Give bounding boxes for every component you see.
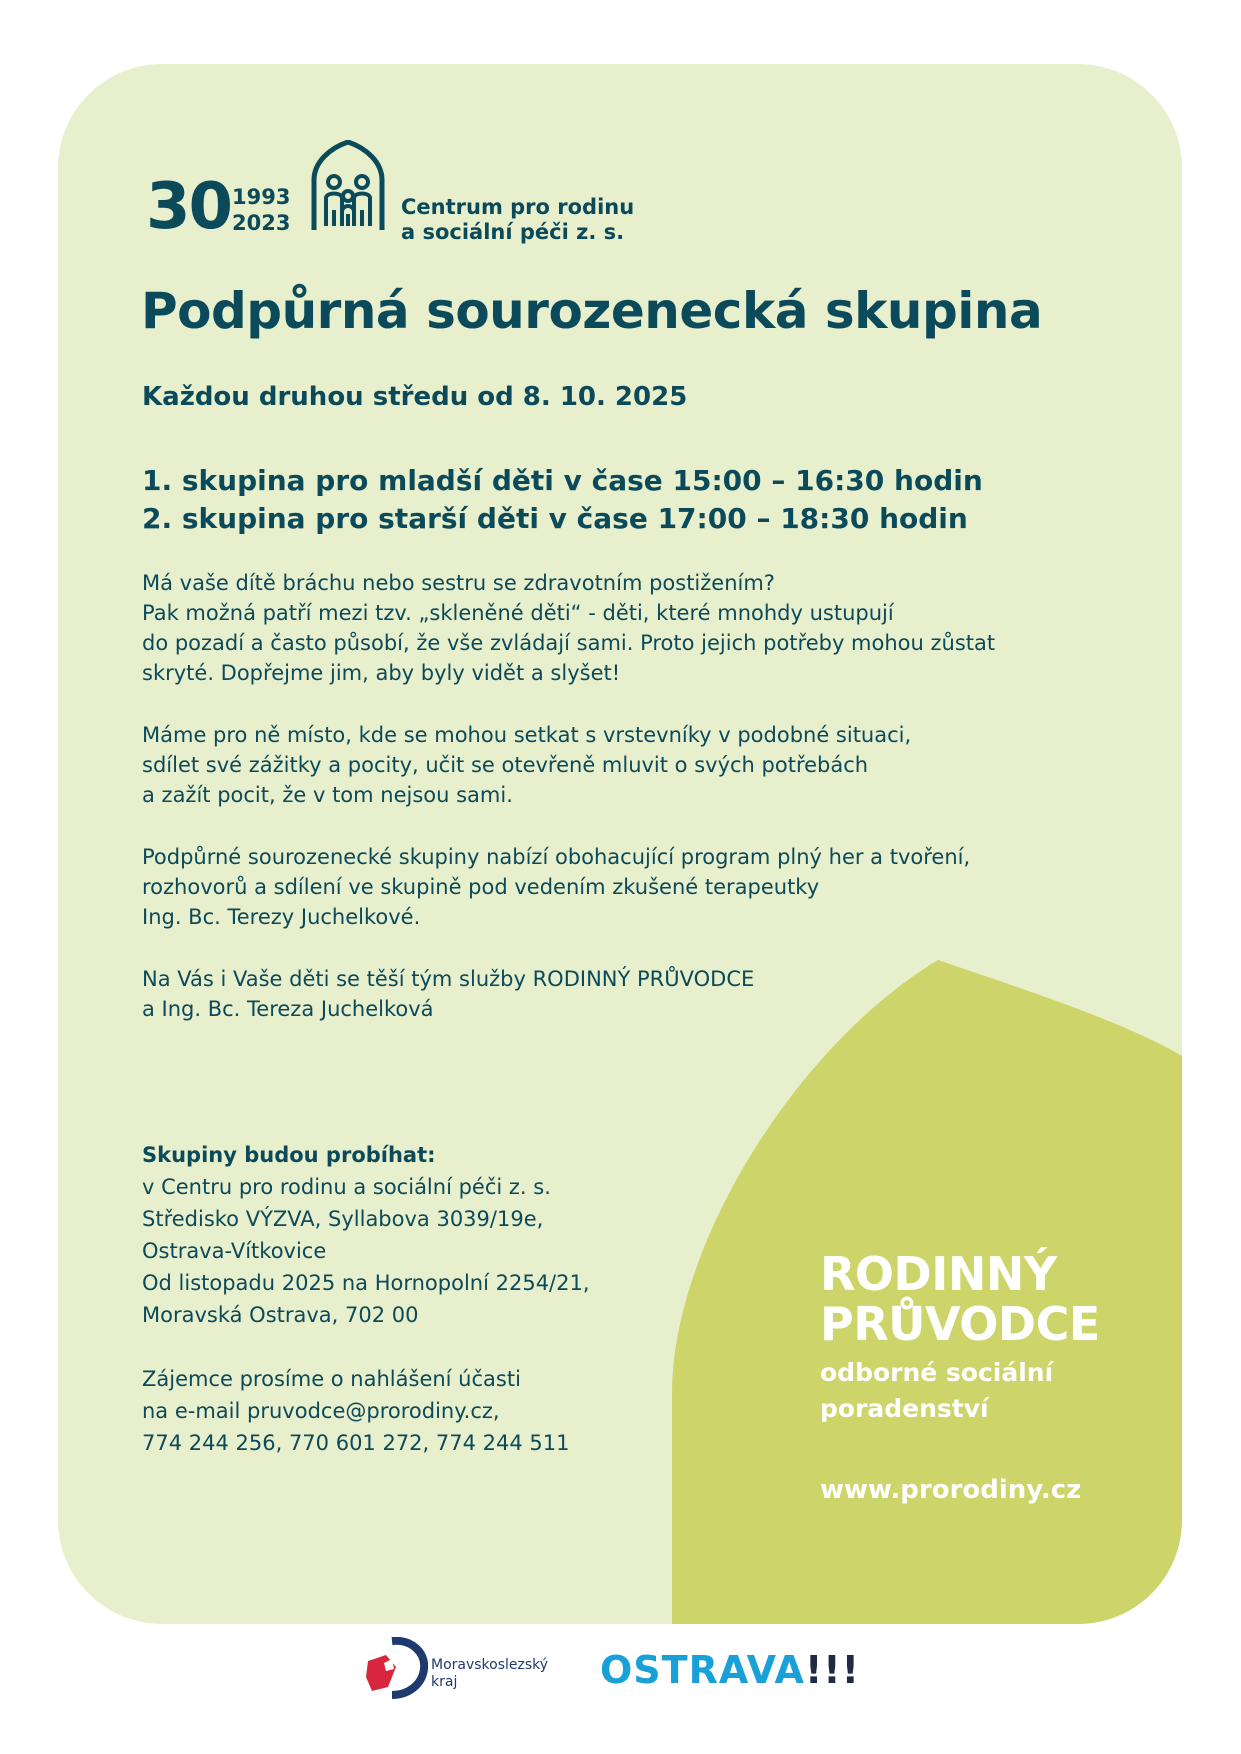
group-2: 2. skupina pro starší děti v čase 17:00 – 18:30 hodin	[142, 502, 968, 535]
promo-subtitle: odborné sociální poradenství	[820, 1358, 1054, 1423]
page-title: Podpůrná sourozenecká skupina	[141, 282, 1043, 340]
logo-org-line1: Centrum pro rodinu	[401, 195, 635, 219]
ostrava-logo	[600, 1648, 860, 1692]
logo-year-start: 1993	[232, 185, 291, 209]
paragraph-4: Na Vás i Vaše děti se těší tým služby RODINNÝ PRŮVODCE a Ing. Bc. Tereza Juchelková	[142, 967, 755, 1021]
family-house-icon	[308, 140, 392, 236]
contact-info: Zájemce prosíme o nahlášení účasti na e-mail pruvodce@prorodiny.cz, 774 244 256, 770 601 272, 774 244 511	[142, 1367, 570, 1455]
paragraph-3: Podpůrné sourozenecké skupiny nabízí obohacující program plný her a tvoření, rozhovorů a sdílení ve skupině pod vedením zkušené terapeutky Ing. Bc. Terezy Juchelkové.	[142, 845, 971, 929]
logo-years	[232, 184, 290, 236]
paragraph-1: Má vaše dítě bráchu nebo sestru se zdravotním postižením? Pak možná patří mezi tzv. „skleněné děti“ - děti, které mnohdy ustupují do pozadí a často působí, že vše zvládají sami. Proto jejich potřeby mohou zůstat skryté. Dopřejme jim, aby byly vidět a slyšet!	[142, 571, 996, 685]
city-suffix: !!!	[804, 1648, 860, 1692]
body-text	[142, 568, 995, 1056]
group-times	[142, 462, 983, 538]
venue-info	[142, 1139, 590, 1459]
moravskoslezsky-kraj-logo-icon	[362, 1637, 428, 1699]
service-promo	[820, 1249, 1100, 1505]
group-1: 1. skupina pro mladší děti v čase 15:00 – 16:30 hodin	[142, 464, 983, 497]
logo-year-end: 2023	[232, 211, 291, 235]
website-link[interactable]: www.prorodiny.cz	[820, 1475, 1082, 1505]
schedule-subtitle: Každou druhou středu od 8. 10. 2025	[142, 382, 688, 412]
poster-card	[58, 64, 1182, 1624]
logo-anniversary: 30	[146, 170, 232, 244]
logo-org-line2: a sociální péči z. s.	[401, 220, 625, 244]
venue-heading: Skupiny budou probíhat:	[142, 1143, 436, 1167]
paragraph-2: Máme pro ně místo, kde se mohou setkat s vrstevníky v podobné situaci, sdílet své zážitky a pocity, učit se otevřeně mluvit o svých potřebách a zažít pocit, že v tom nejsou sami.	[142, 723, 912, 807]
venue-address: v Centru pro rodinu a sociální péči z. s. Středisko VÝZVA, Syllabova 3039/19e, Ostrava-Vítkovice Od listopadu 2025 na Hornopolní 2254/21, Moravská Ostrava, 702 00	[142, 1175, 590, 1327]
promo-title: RODINNÝ PRŮVODCE	[820, 1247, 1100, 1351]
region-name: Moravskoslezský kraj	[431, 1657, 549, 1690]
logo-org-name	[401, 195, 634, 245]
city-name: OSTRAVA	[600, 1648, 805, 1692]
